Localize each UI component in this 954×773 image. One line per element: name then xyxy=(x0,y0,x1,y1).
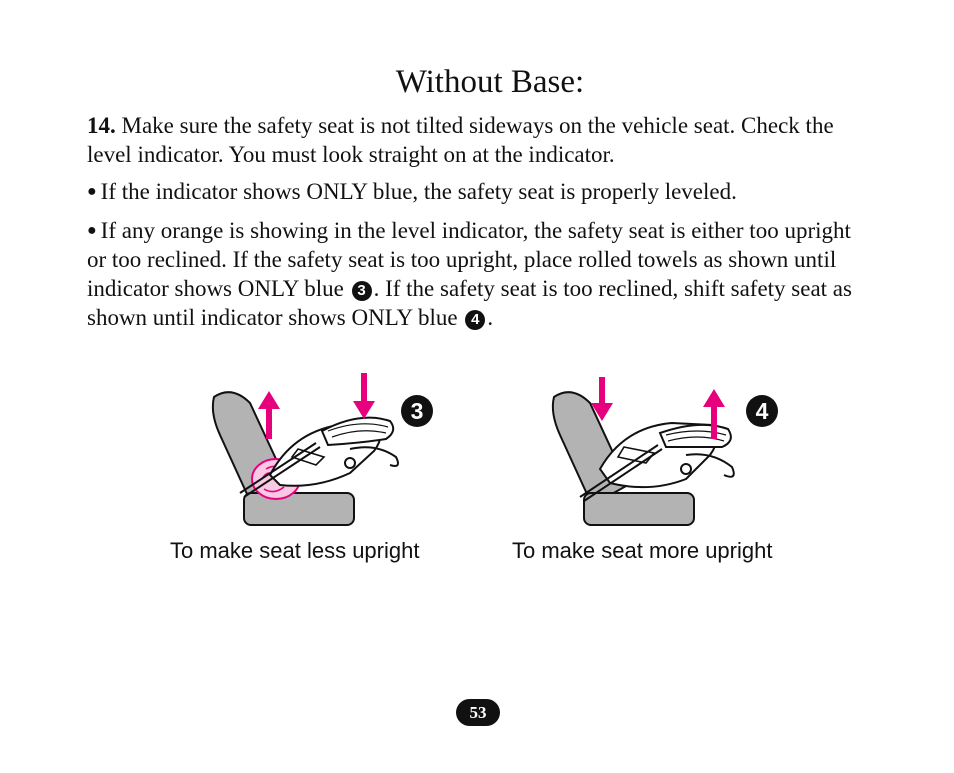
page-heading: Without Base: xyxy=(395,64,585,100)
page-number: 53 xyxy=(456,699,500,726)
step-number: 14. xyxy=(87,113,116,138)
figure-3-badge: 3 xyxy=(401,395,433,427)
bullet-level-ok xyxy=(87,177,867,206)
bullet-1-text: If the indicator shows ONLY blue, the safety seat is properly leveled. xyxy=(100,179,737,204)
figure-less-upright-illustration xyxy=(200,365,450,535)
figure-more-upright-illustration xyxy=(540,365,790,535)
bullet-2-text-end: . xyxy=(487,305,494,330)
bullet-orange-showing xyxy=(87,216,867,332)
figure-ref-3-badge: 3 xyxy=(352,281,372,301)
bullet-2-text-a: If any orange is showing in the level indicator, the safety seat is either too upright or too reclined. If the safety seat is too upright, place rolled towels as shown until indicator shows ONLY blue xyxy=(87,218,851,301)
vehicle-seat-cushion xyxy=(244,493,354,525)
step-14-paragraph xyxy=(87,111,867,169)
bullet-icon: ● xyxy=(87,222,97,239)
bullet-icon: ● xyxy=(87,183,97,200)
infant-car-seat-icon xyxy=(270,418,398,486)
figure-ref-4-badge: 4 xyxy=(465,310,485,330)
figure-4-caption: To make seat more upright xyxy=(512,538,773,563)
arrow-down-icon xyxy=(353,373,375,419)
vehicle-seat-cushion xyxy=(584,493,694,525)
step-text: Make sure the safety seat is not tilted sideways on the vehicle seat. Check the level indicator. You must look straight on at the indicator. xyxy=(87,113,834,167)
bullet-2-text-b: . If the safety seat is too reclined, shift safety seat as shown until indicator shows ONLY blue xyxy=(87,276,852,330)
figure-4-badge: 4 xyxy=(746,395,778,427)
figure-3-caption: To make seat less upright xyxy=(170,538,420,563)
